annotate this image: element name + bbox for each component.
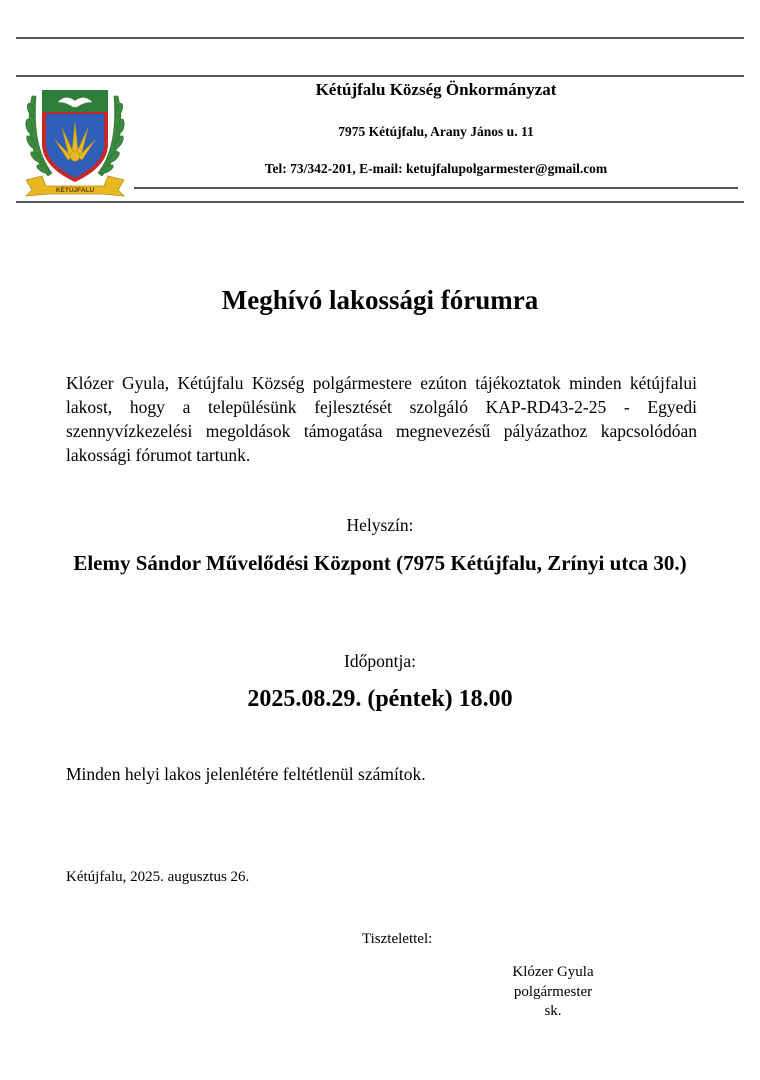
organization-address: 7975 Kétújfalu, Arany János u. 11 [338, 124, 534, 139]
venue-label: Helyszín: [346, 515, 414, 535]
top-divider [16, 37, 744, 39]
signature-note: sk. [544, 1003, 562, 1019]
organization-contact: Tel: 73/342-201, E-mail: ketujfalupolgarmester@gmail.com [264, 161, 608, 176]
signature-name: Klózer Gyula [512, 964, 594, 980]
organization-name: Kétújfalu Község Önkormányzat [315, 80, 557, 99]
intro-paragraph: Klózer Gyula, Kétújfalu Község polgármestere ezúton tájékoztatok minden kétújfalui lakost, hogy a településünk fejlesztését szolgáló KAP-RD43-2-25 - Egyedi szennyvízkezelési megoldások támogatása megnevezésű pályázathoz kapcsolódóan lakossági fórumot tartunk. [66, 373, 697, 465]
signature-role: polgármester [513, 983, 593, 1000]
coat-of-arms-icon [22, 82, 128, 198]
header-bottom-divider [16, 201, 744, 203]
crest-ribbon-text: KÉTÚJFALU [55, 187, 95, 194]
closing-sentence: Minden helyi lakos jelenlétére feltétlenül számítok. [66, 764, 426, 784]
time-label: Időpontja: [344, 651, 416, 671]
time-value: 2025.08.29. (péntek) 18.00 [247, 686, 513, 712]
regards: Tisztelettel: [362, 931, 433, 947]
contact-divider [134, 187, 738, 189]
page-title: Meghívó lakossági fórumra [221, 285, 539, 315]
place-date: Kétújfalu, 2025. augusztus 26. [66, 869, 250, 885]
venue-value: Elemy Sándor Művelődési Központ (7975 Kétújfalu, Zrínyi utca 30.) [73, 551, 687, 575]
header-top-divider [16, 75, 744, 77]
signature-block [492, 963, 614, 1022]
